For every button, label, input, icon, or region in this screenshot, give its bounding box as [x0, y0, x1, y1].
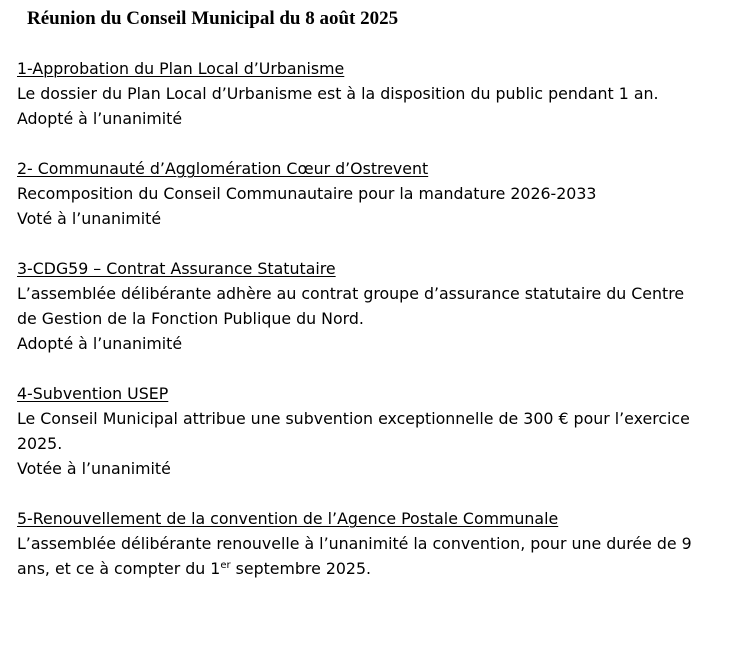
item-description-continued	[17, 556, 733, 581]
item-vote-result: Votée à l’unanimité	[17, 459, 171, 478]
item-heading: 5-Renouvellement de la convention de l’Agence Postale Communale	[17, 509, 559, 528]
item-vote-result: Adopté à l’unanimité	[17, 334, 183, 353]
agenda-item-2	[17, 156, 733, 231]
item-heading: 2- Communauté d’Agglomération Cœur d’Ostrevent	[17, 159, 429, 178]
agenda-item-4	[17, 381, 733, 481]
item-heading: 4-Subvention USEP	[17, 384, 169, 403]
item-heading: 3-CDG59 – Contrat Assurance Statutaire	[17, 259, 336, 278]
item-description: L’assemblée délibérante adhère au contrat groupe d’assurance statutaire du Centre	[17, 284, 685, 303]
item-description-continued: de Gestion de la Fonction Publique du Nord.	[17, 309, 364, 328]
date-text-end: septembre 2025.	[230, 559, 372, 578]
page-title: Réunion du Conseil Municipal du 8 août 2025	[27, 8, 399, 29]
date-text-start: ans, et ce à compter du 1	[17, 559, 221, 578]
item-heading: 1-Approbation du Plan Local d’Urbanisme	[17, 59, 345, 78]
item-description-continued: 2025.	[17, 434, 63, 453]
item-vote-result: Voté à l’unanimité	[17, 209, 162, 228]
item-description: L’assemblée délibérante renouvelle à l’unanimité la convention, pour une durée de 9	[17, 534, 692, 553]
item-vote-result: Adopté à l’unanimité	[17, 109, 183, 128]
ordinal-superscript: er	[220, 560, 231, 571]
item-description: Le dossier du Plan Local d’Urbanisme est à la disposition du public pendant 1 an.	[17, 84, 659, 103]
agenda-item-3	[17, 256, 733, 356]
agenda-item-5	[17, 506, 733, 581]
item-description: Le Conseil Municipal attribue une subvention exceptionnelle de 300 € pour l’exercice	[17, 409, 690, 428]
agenda-items	[17, 56, 733, 606]
item-description: Recomposition du Conseil Communautaire pour la mandature 2026-2033	[17, 184, 597, 203]
agenda-item-1	[17, 56, 733, 131]
